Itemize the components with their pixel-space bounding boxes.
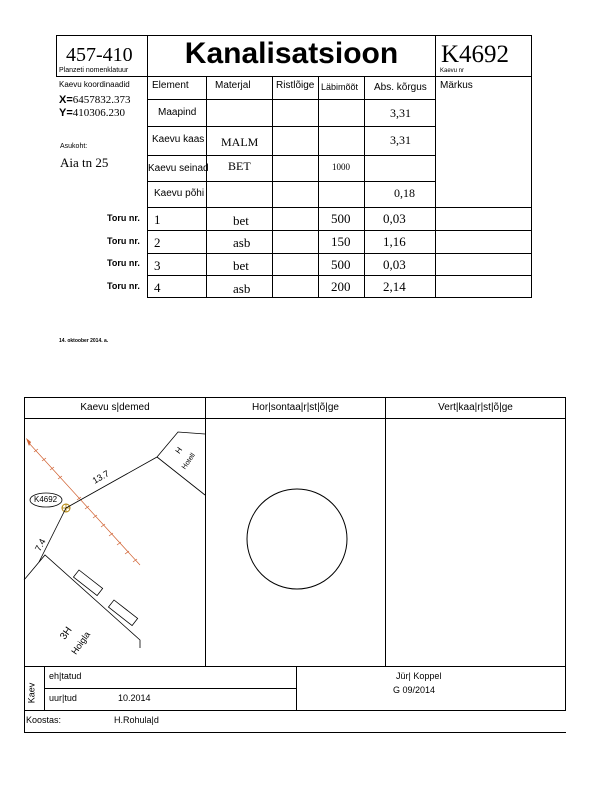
pipe-material: bet <box>233 258 249 273</box>
y-coordinate <box>59 107 125 119</box>
pipe-diameter: 500 <box>331 211 351 226</box>
author-code: G 09/2014 <box>393 685 436 695</box>
compiled-label: Koostas: <box>26 715 62 725</box>
row-element: Kaevu seinad <box>148 163 209 174</box>
dimension-label: 7.4 <box>32 537 48 553</box>
pipe-label: Toru nr. <box>107 281 140 291</box>
pipe-label: Toru nr. <box>107 236 140 246</box>
col-material: Materjal <box>215 80 251 91</box>
footer-row1-label: eh|tatud <box>49 671 82 681</box>
place-caption: Asukoht: <box>60 143 88 150</box>
plan-number: 457-410 <box>66 44 133 66</box>
footer-row2-label: uur|tud <box>49 693 77 703</box>
header-block <box>0 0 604 310</box>
dimension-label: 13.7 <box>90 468 111 486</box>
pipe-height: 0,03 <box>383 211 406 226</box>
building-label: Hotell <box>180 452 197 471</box>
drawing-section <box>0 390 604 740</box>
footer-side-label: Kaev <box>26 682 37 704</box>
pipe-height: 0,03 <box>383 257 406 272</box>
pipe-height: 1,16 <box>383 234 406 249</box>
panel-title-sketch: Kaevu s|demed <box>80 402 150 413</box>
row-height: 0,18 <box>394 186 415 200</box>
address: Aia tn 25 <box>60 155 109 170</box>
row-material: BET <box>228 159 251 173</box>
pipe-nr: 2 <box>154 235 161 250</box>
pipe-diameter: 200 <box>331 279 351 294</box>
building-label: H <box>173 445 185 456</box>
pipe-diameter: 150 <box>331 234 351 249</box>
author-name: Jür| Koppel <box>396 671 442 681</box>
y-value: 410306.230 <box>72 107 126 119</box>
col-notes: Märkus <box>440 80 473 91</box>
row-material: MALM <box>221 135 259 149</box>
panel-title-horizontal: Hor|sontaa|r|st|õ|ge <box>252 402 339 413</box>
coords-caption: Kaevu koordinaadid <box>59 80 130 89</box>
well-id: K4692 <box>441 41 510 68</box>
y-label: Y= <box>59 107 73 119</box>
panel-title-vertical: Vert|kaa|r|st|õ|ge <box>438 402 513 413</box>
footer-row2-value: 10.2014 <box>118 693 151 703</box>
pipe-nr: 1 <box>154 212 161 227</box>
compiled-value: H.Rohula|d <box>114 715 159 725</box>
date-note: 14. oktoober 2014. a. <box>59 338 109 344</box>
row-height: 3,31 <box>390 133 411 147</box>
pipe-nr: 3 <box>154 258 161 273</box>
pipe-nr: 4 <box>154 280 161 295</box>
plan-caption: Planzeti nomenklatuur <box>59 67 129 74</box>
x-label: X= <box>59 94 73 106</box>
well-caption: Kaevu nr <box>440 68 465 74</box>
building-label: 3H <box>58 625 75 642</box>
col-height: Abs. kõrgus <box>374 82 427 93</box>
pipe-material: bet <box>233 213 249 228</box>
pipe-label: Toru nr. <box>107 258 140 268</box>
col-element: Element <box>152 80 189 91</box>
pipe-height: 2,14 <box>383 279 406 294</box>
pipe-material: asb <box>233 235 251 250</box>
page-title: Kanalisatsioon <box>184 37 399 70</box>
col-section: Ristlõige <box>276 80 315 91</box>
x-value: 6457832.373 <box>72 94 131 106</box>
well-tag: K4692 <box>34 495 58 504</box>
row-element: Kaevu põhi <box>154 188 205 199</box>
building-label: Hoigla <box>69 629 93 657</box>
x-coordinate <box>59 94 131 106</box>
pipe-label: Toru nr. <box>107 213 140 223</box>
pipe-diameter: 500 <box>331 257 351 272</box>
col-diameter: Läbimõõt <box>321 82 359 92</box>
row-element: Kaevu kaas <box>152 134 205 145</box>
row-element: Maapind <box>158 107 197 118</box>
row-height: 3,31 <box>390 106 411 120</box>
pipe-material: asb <box>233 281 251 296</box>
row-diameter: 1000 <box>332 162 350 172</box>
